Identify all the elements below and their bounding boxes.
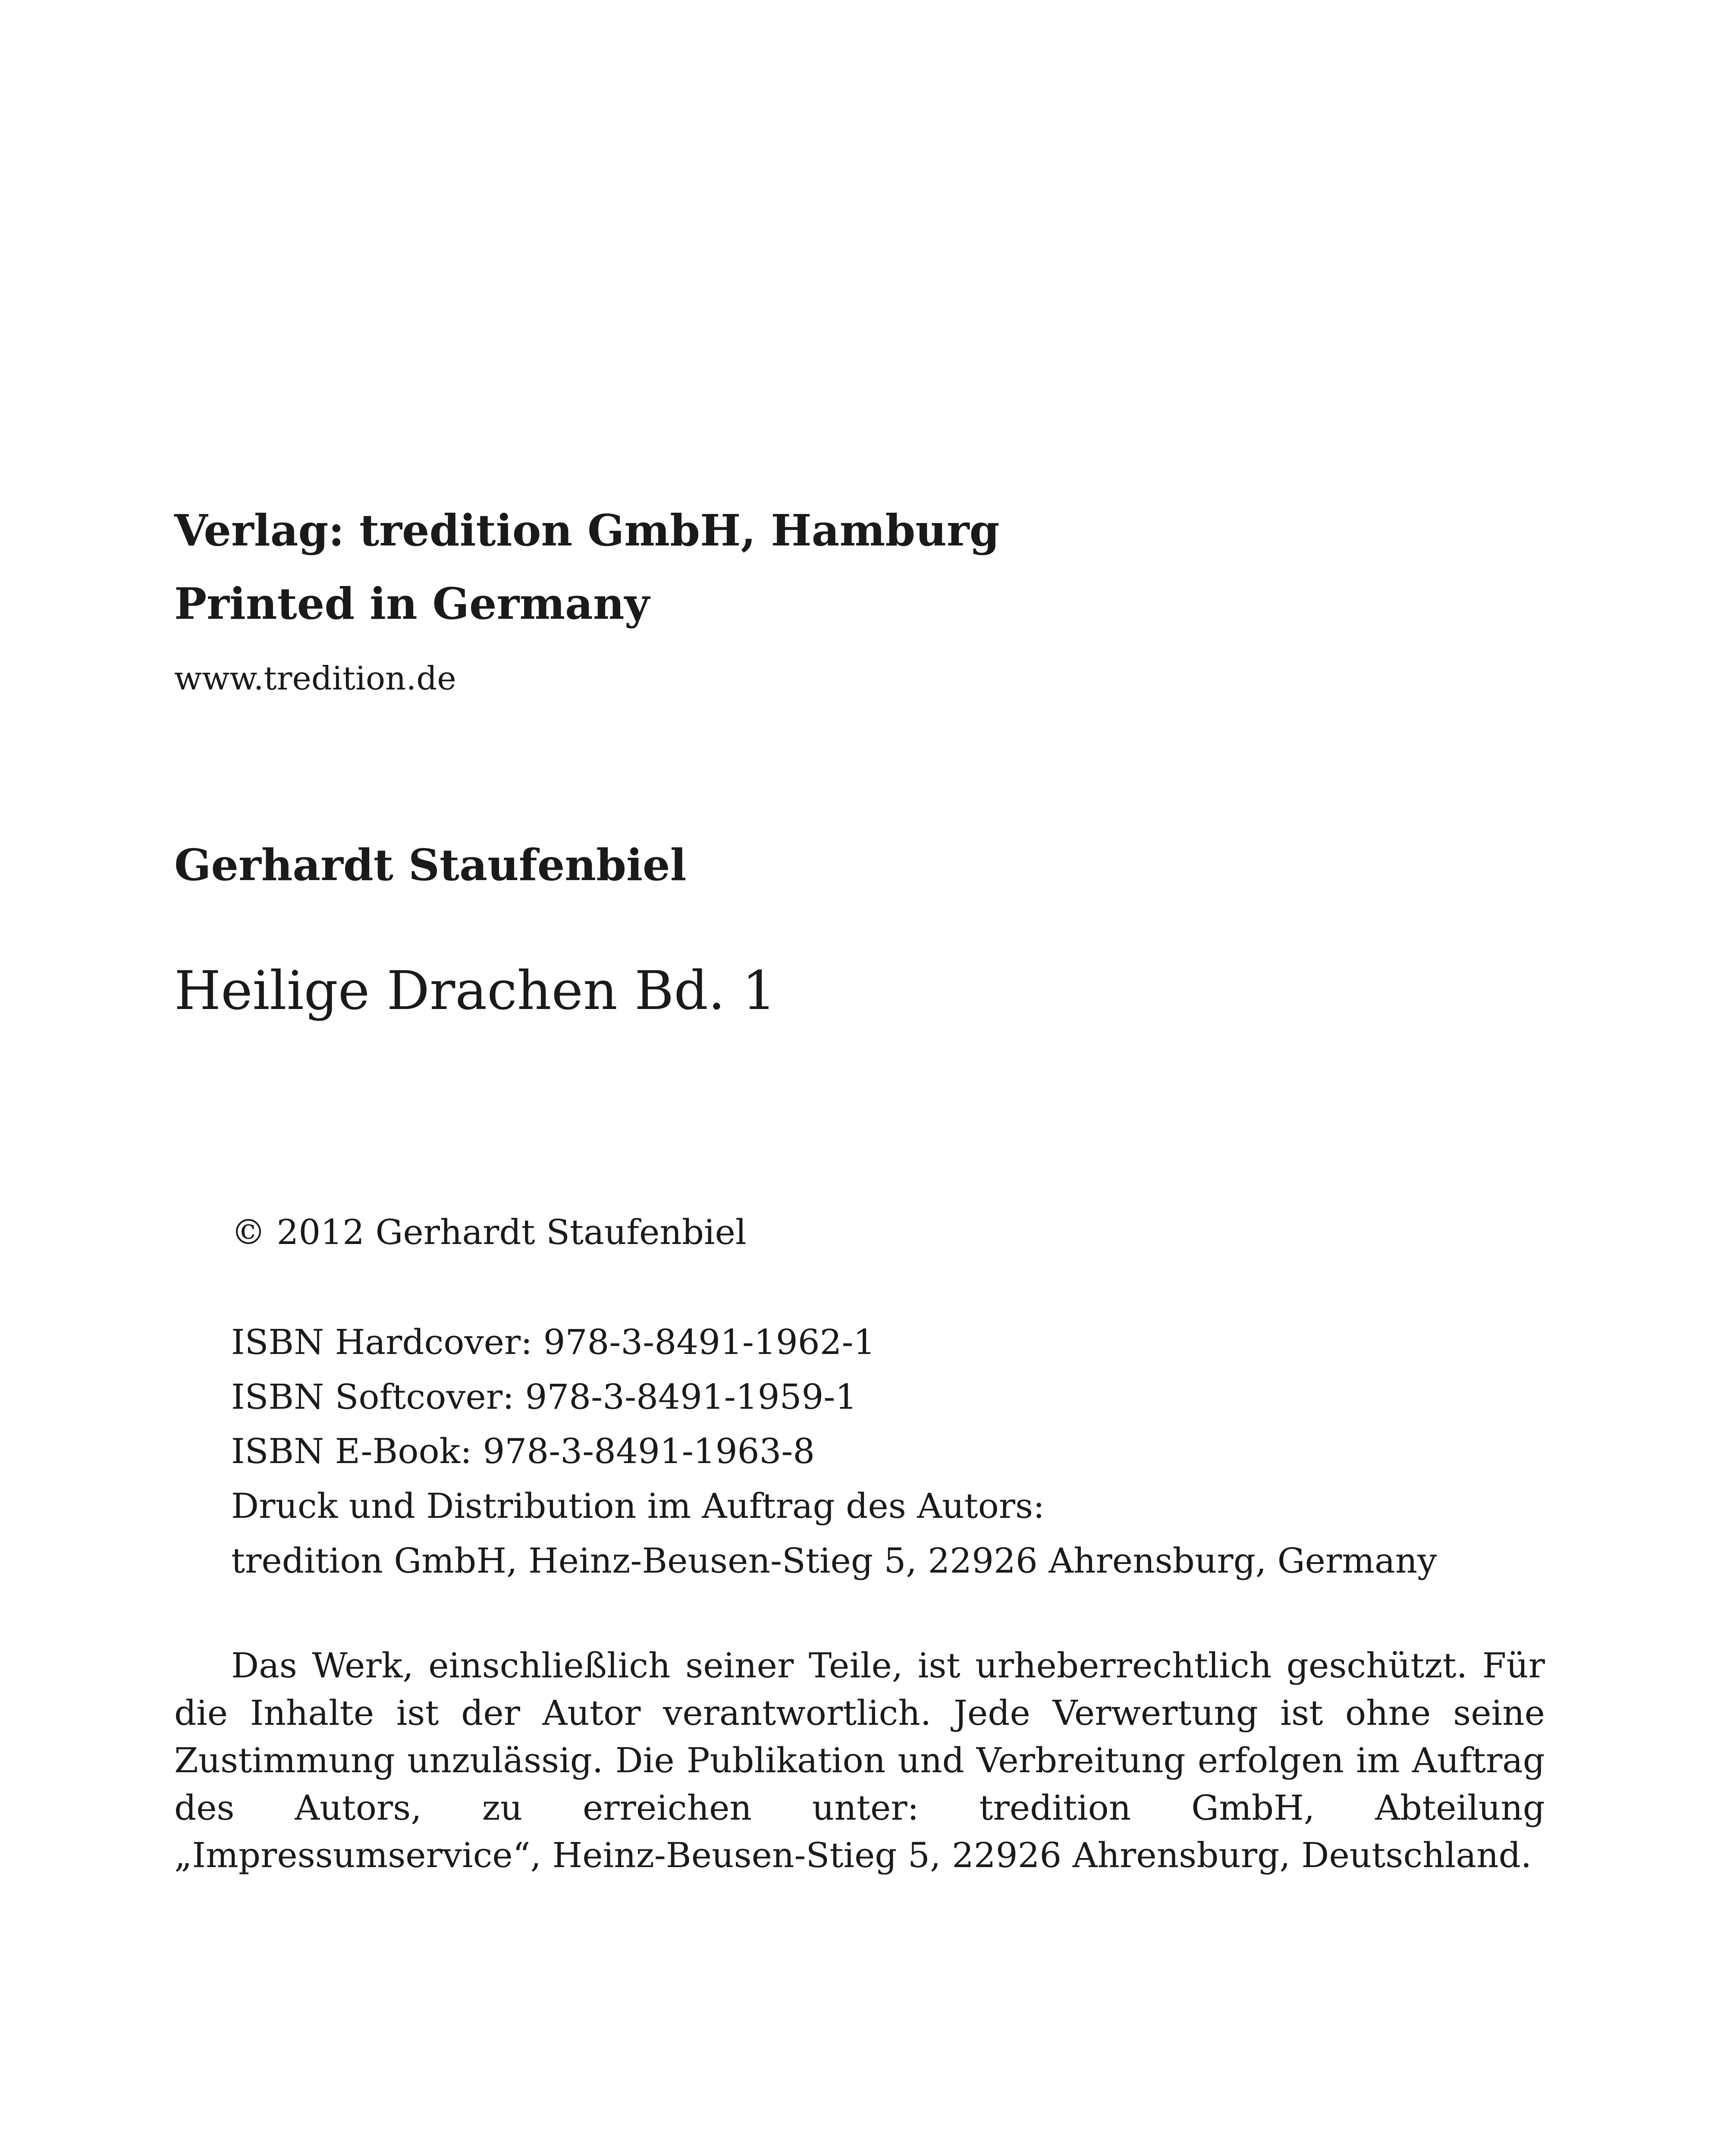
book-title: Heilige Drachen Bd. 1	[174, 960, 776, 1022]
distribution-label: Druck und Distribution im Auftrag des Autors:	[231, 1486, 1045, 1526]
legal-notice: Das Werk, einschließlich seiner Teile, ist urheberrechtlich geschützt. Für die Inhalte ist der Autor verantwortlich. Jede Verwertung ist ohne seine Zustimmung unzulässig. Die Publikation und Verbreitung erfolgen im Auftrag des Autors, zu erreichen unter: tredition GmbH, Abteilung „Impressumservice“, Heinz-Beusen-Stieg 5, 22926 Ahrensburg, Deutschland.	[174, 1645, 1545, 1875]
publisher-website: www.tredition.de	[174, 659, 456, 697]
printed-in-line: Printed in Germany	[174, 578, 650, 629]
publisher-name: Verlag: tredition GmbH, Hamburg	[174, 505, 1000, 556]
copyright-notice: © 2012 Gerhardt Staufenbiel	[231, 1212, 747, 1252]
isbn-hardcover: ISBN Hardcover: 978-3-8491-1962-1	[231, 1322, 876, 1362]
distribution-address: tredition GmbH, Heinz-Beusen-Stieg 5, 22926 Ahrensburg, Germany	[231, 1541, 1437, 1581]
book-author: Gerhardt Staufenbiel	[174, 840, 687, 890]
isbn-ebook: ISBN E-Book: 978-3-8491-1963-8	[231, 1431, 815, 1471]
isbn-softcover: ISBN Softcover: 978-3-8491-1959-1	[231, 1377, 857, 1417]
